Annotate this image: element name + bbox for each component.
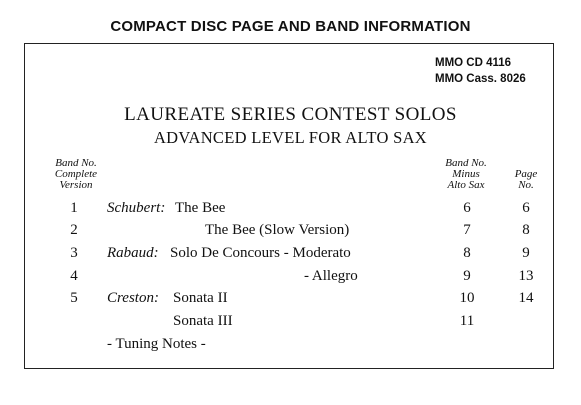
page-number: 14 — [518, 290, 534, 306]
work-title: The Bee (Slow Version) — [205, 222, 350, 238]
minus-band-number: 8 — [463, 245, 471, 261]
work-title: Sonata II — [173, 290, 228, 306]
page-number: 6 — [522, 200, 530, 216]
catalog-cassette: MMO Cass. 8026 — [435, 73, 526, 85]
minus-band-number: 9 — [463, 268, 471, 284]
series-title: LAUREATE SERIES CONTEST SOLOS — [124, 104, 457, 125]
work-title: Sonata III — [173, 313, 233, 329]
page-number: 9 — [522, 245, 530, 261]
band-number: 2 — [70, 222, 78, 238]
page-number: 8 — [522, 222, 530, 238]
composer: Rabaud: — [107, 245, 159, 261]
minus-band-number: 10 — [459, 290, 475, 306]
band-number: 1 — [70, 200, 78, 216]
composer: Schubert: — [107, 200, 166, 216]
work-title: The Bee — [175, 200, 226, 216]
series-subtitle: ADVANCED LEVEL FOR ALTO SAX — [153, 128, 428, 147]
tuning-notes: - Tuning Notes - — [107, 336, 206, 352]
composer: Creston: — [107, 290, 159, 306]
minus-band-number: 11 — [459, 313, 475, 329]
page-number: 13 — [518, 268, 534, 284]
work-title: - Allegro — [304, 268, 358, 284]
minus-band-number: 6 — [463, 200, 471, 216]
band-number: 3 — [70, 245, 78, 261]
band-number: 4 — [70, 268, 78, 284]
band-number: 5 — [70, 290, 78, 306]
work-title: Solo De Concours - Moderato — [170, 245, 351, 261]
column-header-page: Page No. — [514, 168, 538, 191]
catalog-cd: MMO CD 4116 — [435, 57, 512, 69]
column-header-band-complete: Band No. Complete Version — [54, 157, 98, 191]
minus-band-number: 7 — [463, 222, 471, 238]
page-header: COMPACT DISC PAGE AND BAND INFORMATION — [110, 18, 471, 35]
column-header-band-minus: Band No. Minus Alto Sax — [445, 157, 487, 191]
